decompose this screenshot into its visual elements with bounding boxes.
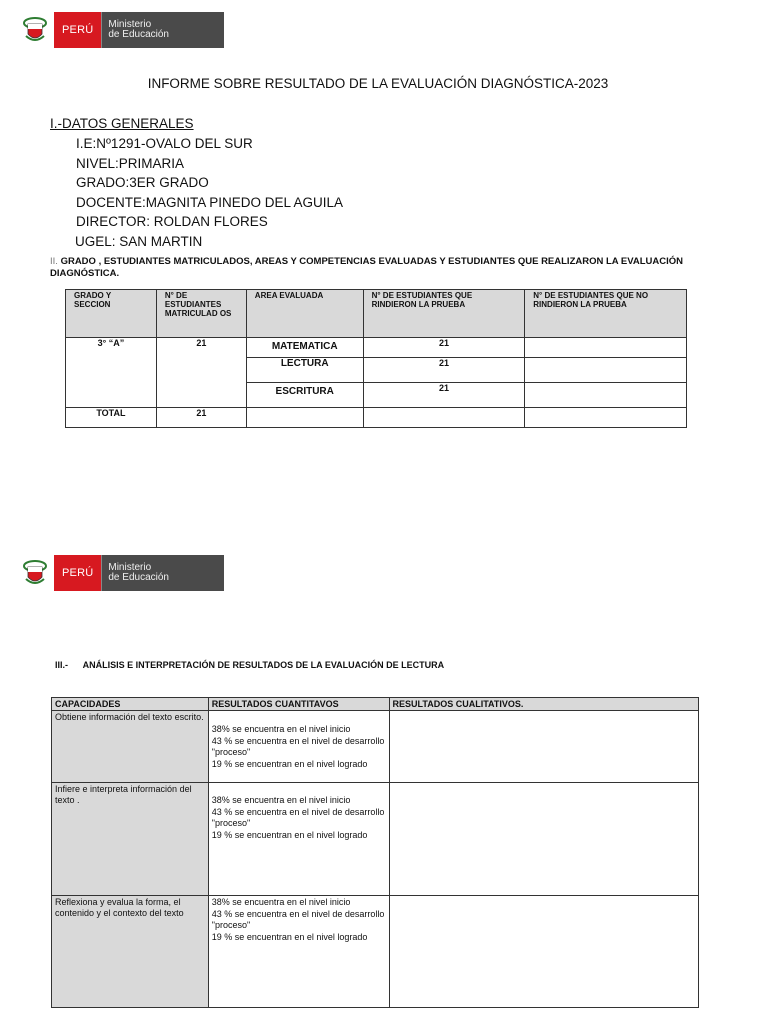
capacity-cell: Obtiene información del texto escrito. [52,711,209,783]
capacity-cell: Infiere e interpreta información del texto . [52,783,209,896]
result-line: 38% se encuentra en el nivel inicio [211,897,351,907]
result-line: 38% se encuentra en el nivel inicio [211,795,351,805]
header-capacities: CAPACIDADES [52,698,209,711]
info-level: NIVEL:PRIMARIA [76,156,185,171]
result-line: 43 % se encuentra en el nivel de desarrollo "proceso" [211,735,385,757]
qualitative-cell [389,711,698,783]
coat-of-arms-icon [18,12,52,48]
quantitative-cell [208,896,389,1008]
info-director: DIRECTOR: ROLDAN FLORES [76,214,268,229]
not-took-cell [525,338,687,358]
took-cell: 21 [363,383,525,408]
header-enrolled: N° DE ESTUDIANTES MATRICULAD OS [156,290,246,338]
header-not-took: N° DE ESTUDIANTES QUE NO RINDIERON LA PRUEBA [525,290,687,338]
ministry-logo [18,12,224,48]
ministry-logo-page-2 [18,555,224,591]
header-took: N° DE ESTUDIANTES QUE RINDIERON LA PRUEBA [363,290,525,338]
header-area: AREA EVALUADA [246,290,363,338]
grade-cell: 3° “A” [66,338,157,408]
total-value: 21 [156,408,246,428]
table-header-row [52,698,699,711]
not-took-cell [525,358,687,383]
enrolled-cell: 21 [156,338,246,408]
result-line: 19 % se encuentran en el nivel logrado [211,829,368,840]
info-grade: GRADO:3ER GRADO [76,175,209,190]
ministry-line-2: de Educación [108,29,169,40]
enrollment-table [65,289,687,428]
table-row [52,711,699,783]
qualitative-cell [389,783,698,896]
section-1-heading: I.-DATOS GENERALES [50,116,194,131]
section-2-heading [50,256,750,280]
empty-cell [525,408,687,428]
total-row [66,408,687,428]
ministry-line-2: de Educación [108,572,169,583]
area-cell: MATEMATICA [246,338,363,358]
ministry-line-1: Ministerio [108,562,152,573]
peru-label: PERÚ [54,555,101,591]
section-3-heading: III.- ANÁLISIS E INTERPRETACIÓN DE RESULTADOS DE LA EVALUACIÓN DE LECTURA [55,660,445,670]
area-cell: ESCRITURA [246,383,363,408]
table-row [52,896,699,1008]
header-qualitative: RESULTADOS CUALITATIVOS. [389,698,698,711]
qualitative-cell [389,896,698,1008]
section-2-title: GRADO , ESTUDIANTES MATRICULADOS, AREAS Y COMPETENCIAS EVALUADAS Y ESTUDIANTES QUE REALIZARON LA EVALUACIÓN DIAGNÓSTICA. [50,256,684,279]
result-line: 19 % se encuentran en el nivel logrado [211,758,368,769]
document-title: INFORME SOBRE RESULTADO DE LA EVALUACIÓN DIAGNÓSTICA-2023 [147,76,609,91]
header-quantitative: RESULTADOS CUANTITAVOS [208,698,389,711]
area-cell: LECTURA [246,358,363,383]
not-took-cell [525,383,687,408]
table-row [66,338,687,358]
info-ugel: UGEL: SAN MARTIN [75,234,203,249]
result-line: 38% se encuentra en el nivel inicio [211,724,351,734]
reading-results-table [51,697,699,1008]
capacity-cell: Reflexiona y evalua la forma, el contenido y el contexto del texto [52,896,209,1008]
result-line: 43 % se encuentra en el nivel de desarrollo "proceso" [211,806,385,828]
total-label: TOTAL [66,408,157,428]
quantitative-cell [208,711,389,783]
ministry-line-1: Ministerio [108,19,152,30]
info-school: I.E:Nº1291-OVALO DEL SUR [76,136,253,151]
section-2-number: II. [50,256,58,267]
took-cell: 21 [363,358,525,383]
quantitative-cell [208,783,389,896]
empty-cell [246,408,363,428]
empty-cell [363,408,525,428]
ministry-name [101,555,224,591]
result-line: 43 % se encuentra en el nivel de desarrollo "proceso" [211,908,385,930]
table-row [52,783,699,896]
table-header-row [66,290,687,338]
peru-label: PERÚ [54,12,101,48]
result-line: 19 % se encuentran en el nivel logrado [211,931,368,942]
info-teacher: DOCENTE:MAGNITA PINEDO DEL AGUILA [76,195,344,210]
coat-of-arms-icon [18,555,52,591]
took-cell: 21 [363,338,525,358]
header-grade: GRADO Y SECCION [66,290,157,338]
ministry-name [101,12,224,48]
